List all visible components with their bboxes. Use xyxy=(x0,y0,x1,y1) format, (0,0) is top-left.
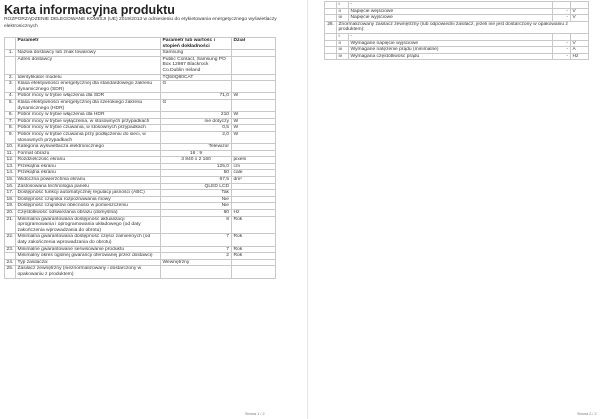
row-unit xyxy=(232,196,276,203)
table-row xyxy=(5,56,276,74)
row-unit xyxy=(232,81,276,93)
row-number: 2. xyxy=(5,74,16,81)
row-dash xyxy=(553,33,571,40)
row-value: nie dotyczy xyxy=(161,118,232,125)
row-unit xyxy=(232,183,276,190)
table-row xyxy=(5,99,276,111)
table-row xyxy=(5,170,276,177)
row-unit xyxy=(571,2,589,9)
row-number: 24. xyxy=(5,259,16,266)
row-roman: ii xyxy=(337,8,349,15)
table-row xyxy=(5,196,276,203)
row-unit xyxy=(232,50,276,57)
power-supply-table xyxy=(324,1,589,60)
row-label: Typ zasilacza: xyxy=(16,259,161,266)
row-label: Pobór mocy w trybie włączenia dla HDR xyxy=(16,112,161,119)
row-number: 16. xyxy=(5,183,16,190)
row-number: 5. xyxy=(5,99,16,111)
row-number: 10. xyxy=(5,144,16,151)
row-label: Zasilacz zewnętrzny (nieznormalizowany i dostarczony w opakowaniu z produktem) xyxy=(16,266,161,278)
row-label: Pobór mocy w trybie czuwania przy podłączeniu do sieci, w stosownych przypadkach xyxy=(16,131,161,143)
row-spacer xyxy=(325,40,337,47)
row-label: - xyxy=(349,2,553,9)
table-row xyxy=(5,253,276,260)
table-row xyxy=(325,2,589,9)
row-number: 18. xyxy=(5,196,16,203)
row-number: 23. xyxy=(5,246,16,253)
table-row xyxy=(5,210,276,217)
row-value: 16 : 9 xyxy=(161,150,232,157)
row-label: Pobór mocy w trybie włączenia dla SDR xyxy=(16,93,161,100)
table-row xyxy=(5,125,276,132)
row-value: 0,5 xyxy=(161,125,232,132)
row-unit xyxy=(232,144,276,151)
row-number: 1. xyxy=(5,50,16,57)
row-unit: Rok xyxy=(232,216,276,234)
row-unit: W xyxy=(232,93,276,100)
header-value: Parametr lub wartość i stopień dokładności xyxy=(161,38,232,50)
row-unit: W xyxy=(232,112,276,119)
table-row xyxy=(325,8,589,15)
row-roman: iii xyxy=(337,47,349,54)
row-unit: V xyxy=(571,15,589,22)
row-value: Nie xyxy=(161,203,232,210)
row-unit: cm xyxy=(232,163,276,170)
table-row xyxy=(5,131,276,143)
row-unit: W xyxy=(232,131,276,143)
table-row xyxy=(5,93,276,100)
row-label: Pobór mocy w trybie czuwania, w stosownych przypadkach xyxy=(16,125,161,132)
regulation-subtitle: ROZPORZĄDZENIE DELEGOWANE KOMISJI (UE) 2019/2013 w odniesieniu do etykietowania energetycznego wyświetlaczy elektronicznych xyxy=(4,17,277,29)
table-row xyxy=(5,112,276,119)
table-row xyxy=(5,266,276,278)
product-info-table xyxy=(4,37,276,279)
row-unit xyxy=(232,259,276,266)
row-roman: iv xyxy=(337,53,349,60)
row-number: 17. xyxy=(5,190,16,197)
row-dash: - xyxy=(553,8,571,15)
row-label: Minimalna gwarantowana dostępność aktualizacji oprogramowania i oprogramowania układowego (od daty zakończenia wprowadzania do obrotu) xyxy=(16,216,161,234)
row-roman: i xyxy=(337,33,349,40)
row-unit xyxy=(232,99,276,111)
table-row xyxy=(5,157,276,164)
row-value: 210 xyxy=(161,112,232,119)
row-unit: Rok xyxy=(232,246,276,253)
row-label: Wymagane natężenie prądu (minimalne) xyxy=(349,47,553,54)
row-value: Telewizor xyxy=(161,144,232,151)
table-row xyxy=(325,40,589,47)
row-value: G xyxy=(161,99,232,111)
table-row xyxy=(5,203,276,210)
table-row xyxy=(325,33,589,40)
row-label: Adres dostawcy xyxy=(16,56,161,74)
row-value: Tak xyxy=(161,190,232,197)
table-row xyxy=(325,53,589,60)
row-number: 15. xyxy=(5,177,16,184)
row-unit: A xyxy=(571,47,589,54)
row-label: - xyxy=(349,33,553,40)
row-value: TQ50Q80CAT xyxy=(161,74,232,81)
row-number: 12. xyxy=(5,157,16,164)
row-unit: pixels xyxy=(232,157,276,164)
row-number: 20. xyxy=(5,210,16,217)
table-row xyxy=(5,150,276,157)
row-unit xyxy=(232,56,276,74)
row-label: Identyfikator modelu xyxy=(16,74,161,81)
row-dash: - xyxy=(553,15,571,22)
row-value: 7 xyxy=(161,246,232,253)
row-spacer xyxy=(325,15,337,22)
row-number: 3. xyxy=(5,81,16,93)
table-row xyxy=(5,81,276,93)
row-label: Częstotliwość odświeżania obrazu (domyślna) xyxy=(16,210,161,217)
row-unit: Rok xyxy=(232,234,276,246)
table-row xyxy=(325,21,589,33)
row-value: 7 xyxy=(161,234,232,246)
table-row xyxy=(325,47,589,54)
page-2 xyxy=(307,0,600,419)
row-value: 2 xyxy=(161,253,232,260)
row-spacer xyxy=(325,8,337,15)
row-roman: ii xyxy=(337,40,349,47)
row-unit: Hz xyxy=(571,53,589,60)
row-unit: Rok xyxy=(232,253,276,260)
row-unit: W xyxy=(232,125,276,132)
row-number: 14. xyxy=(5,170,16,177)
row-value: 71,0 xyxy=(161,93,232,100)
row-label: Wymagane napięcie wyjściowe xyxy=(349,40,553,47)
row-unit: dm² xyxy=(232,177,276,184)
row-label: Minimalne gwarantowane serwisowanie produktu xyxy=(16,246,161,253)
row-dash: - xyxy=(553,47,571,54)
row-number xyxy=(5,56,16,74)
row-value: Nie xyxy=(161,196,232,203)
row-label: Napięcie wejściowe xyxy=(349,8,553,15)
row-unit xyxy=(571,33,589,40)
table-row xyxy=(5,177,276,184)
row-number: 22. xyxy=(5,234,16,246)
row-unit xyxy=(232,266,276,278)
row-unit: cale xyxy=(232,170,276,177)
row-value xyxy=(161,266,232,278)
row-label: Przekątna ekranu xyxy=(16,163,161,170)
row-unit: W xyxy=(232,118,276,125)
row-spacer xyxy=(325,53,337,60)
row-value: Samsung xyxy=(161,50,232,57)
table-row xyxy=(5,259,276,266)
row-number: 9. xyxy=(5,131,16,143)
row-number: 8. xyxy=(5,125,16,132)
page-number: Strona 2 / 2 xyxy=(577,412,597,416)
row-label: Zastosowana technologia panelu xyxy=(16,183,161,190)
row-value: 67,5 xyxy=(161,177,232,184)
row-label: Pobór mocy w trybie wyłączenia, w stosownych przypadkach xyxy=(16,118,161,125)
row-unit xyxy=(232,203,276,210)
row-spacer xyxy=(325,2,337,9)
row-value: G xyxy=(161,81,232,93)
row-label: Minimalny okres ogólnej gwarancji oferowanej przez dostawcę xyxy=(16,253,161,260)
page-title: Karta informacyjna produktu xyxy=(4,3,175,17)
table-row xyxy=(5,118,276,125)
table-row xyxy=(5,74,276,81)
row-label: Rozdzielczość ekranu xyxy=(16,157,161,164)
row-value: QLED LCD xyxy=(161,183,232,190)
row-unit xyxy=(232,74,276,81)
row-label: Klasa efektywności energetycznej dla standardowego zakresu dynamicznego (SDR) xyxy=(16,81,161,93)
row-value: 2,0 xyxy=(161,131,232,143)
row-number xyxy=(5,253,16,260)
row-number: 6. xyxy=(5,112,16,119)
row-label: Przekątna ekranu xyxy=(16,170,161,177)
row-number: 21. xyxy=(5,216,16,234)
table-row xyxy=(5,246,276,253)
row-number: 7. xyxy=(5,118,16,125)
row-number: 26. xyxy=(325,21,337,33)
row-label: Kategoria wyświetlacza elektronicznego xyxy=(16,144,161,151)
row-unit: V xyxy=(571,8,589,15)
row-unit xyxy=(232,190,276,197)
row-label: Widoczna powierzchnia ekranu xyxy=(16,177,161,184)
header-param: Parametr xyxy=(16,38,161,50)
row-value: 3 840 x 2 160 xyxy=(161,157,232,164)
table-row xyxy=(5,216,276,234)
page-number: Strona 1 / 2 xyxy=(245,412,265,416)
row-value: 60 xyxy=(161,210,232,217)
table-row xyxy=(5,234,276,246)
row-number: 11. xyxy=(5,150,16,157)
row-label: Klasa efektywności energetycznej dla szerokiego zakresu dynamicznego (HDR) xyxy=(16,99,161,111)
row-label: Dostępność czujnika rozpoznawania mowy xyxy=(16,196,161,203)
row-label: Wymagana częstotliwość prądu xyxy=(349,53,553,60)
row-label: Dostępność funkcji automatycznej regulacji jasności (ABC) xyxy=(16,190,161,197)
row-number: 4. xyxy=(5,93,16,100)
header-unit: Dział xyxy=(232,38,276,50)
row-number: 19. xyxy=(5,203,16,210)
row-label: Napięcie wyjściowe xyxy=(349,15,553,22)
row-label: Nazwa dostawcy lub znak towarowy xyxy=(16,50,161,57)
row-roman: i xyxy=(337,2,349,9)
row-dash: - xyxy=(553,53,571,60)
table-row xyxy=(5,144,276,151)
table-header-row xyxy=(5,38,276,50)
table-row xyxy=(5,163,276,170)
row-label: Dostępność czujników obecności w pomieszczeniu xyxy=(16,203,161,210)
row-value: 8 xyxy=(161,216,232,234)
row-label: Format obrazu xyxy=(16,150,161,157)
row-value: 50 xyxy=(161,170,232,177)
row-unit: V xyxy=(571,40,589,47)
row-dash: - xyxy=(553,40,571,47)
row-value: 125,0 xyxy=(161,163,232,170)
row-number: 25. xyxy=(5,266,16,278)
row-unit xyxy=(232,150,276,157)
row-dash xyxy=(553,2,571,9)
table-row xyxy=(325,15,589,22)
table-row xyxy=(5,183,276,190)
row-number: 13. xyxy=(5,163,16,170)
row-value: Public Contact, Samsung PO Box 12987 Blackrock Co.Dublin Ireland xyxy=(161,56,232,74)
row-spacer xyxy=(325,33,337,40)
table-row xyxy=(5,190,276,197)
row-value: Wewnętrzny xyxy=(161,259,232,266)
row-unit: Hz xyxy=(232,210,276,217)
row-label: Minimalna gwarantowana dostępność części zamiennych (od daty zakończenia wprowadzania do obrotu) xyxy=(16,234,161,246)
table-row xyxy=(5,50,276,57)
row-roman: iii xyxy=(337,15,349,22)
row-spacer xyxy=(325,47,337,54)
row-label: Znormalizowany zasilacz zewnętrzny (lub odpowiedni zasilacz, jeżeli nie jest dostarczony w opakowaniu z produktem): xyxy=(337,21,589,33)
